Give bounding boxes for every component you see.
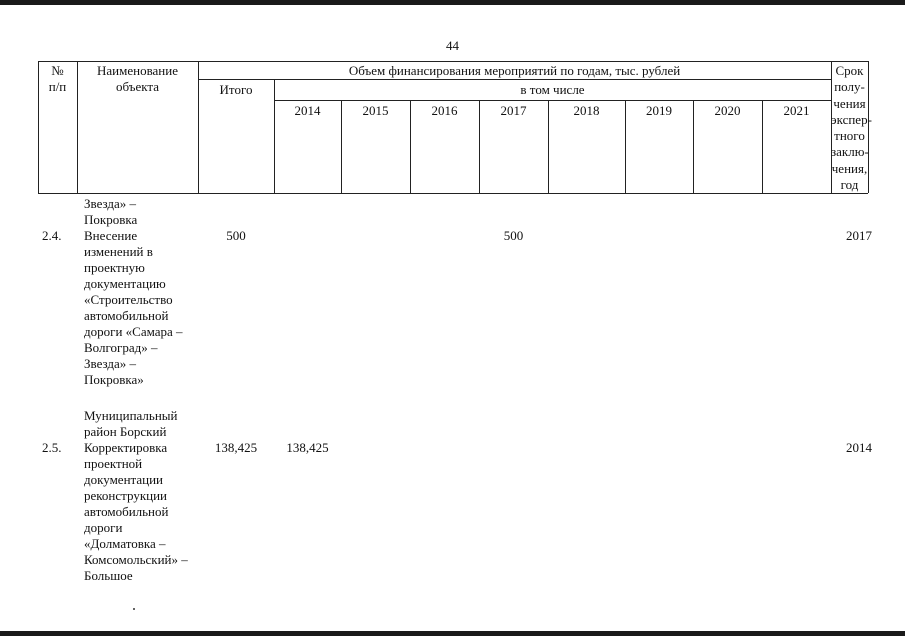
bottom-border (0, 631, 905, 636)
header-volume: Объем финансирования мероприятий по годам, тыс. рублей (348, 63, 681, 78)
col-line (868, 61, 869, 193)
header-year: 2018 (573, 103, 600, 118)
row-region: Муниципальный район Борский (84, 408, 178, 439)
continuation-text: Звезда» – Покровка (84, 196, 138, 227)
scan-speck (133, 608, 135, 610)
page-number: 44 (446, 38, 459, 53)
header-divider-1 (198, 79, 831, 80)
header-num: № п/п (48, 63, 67, 94)
header-including: в том числе (520, 82, 585, 97)
top-border (0, 0, 905, 5)
row-total: 500 (226, 228, 246, 243)
row-value-2014: 138,425 (286, 440, 329, 455)
header-total: Итого (219, 82, 253, 97)
row-deadline: 2014 (846, 440, 872, 455)
header-name: Наименование объекта (97, 63, 178, 94)
row-number: 2.5. (42, 440, 62, 455)
header-bottom-line (38, 193, 868, 194)
header-year: 2014 (294, 103, 321, 118)
header-year: 2021 (783, 103, 810, 118)
row-total: 138,425 (214, 440, 258, 455)
row-deadline: 2017 (846, 228, 872, 243)
header-divider-2 (274, 100, 831, 101)
header-year: 2016 (431, 103, 458, 118)
row-object-name: Корректировка проектной документации реконструкции автомобильной дороги «Долматовка – Комсомольский» – Большое (84, 440, 188, 583)
row-number: 2.4. (42, 228, 62, 243)
header-deadline: Срок полу- чения экспер- тного заклю- чения, год (831, 63, 872, 193)
table-top-line (38, 61, 868, 62)
header-year: 2015 (362, 103, 389, 118)
header-year: 2017 (500, 103, 527, 118)
row-object-name: Внесение изменений в проектную документацию «Строительство автомобильной дороги «Самара – Волгоград» – Звезда» – Покровка» (84, 228, 183, 387)
header-year: 2019 (646, 103, 672, 118)
row-value-2017: 500 (503, 228, 524, 243)
header-year: 2020 (714, 103, 741, 118)
col-line (198, 61, 199, 193)
